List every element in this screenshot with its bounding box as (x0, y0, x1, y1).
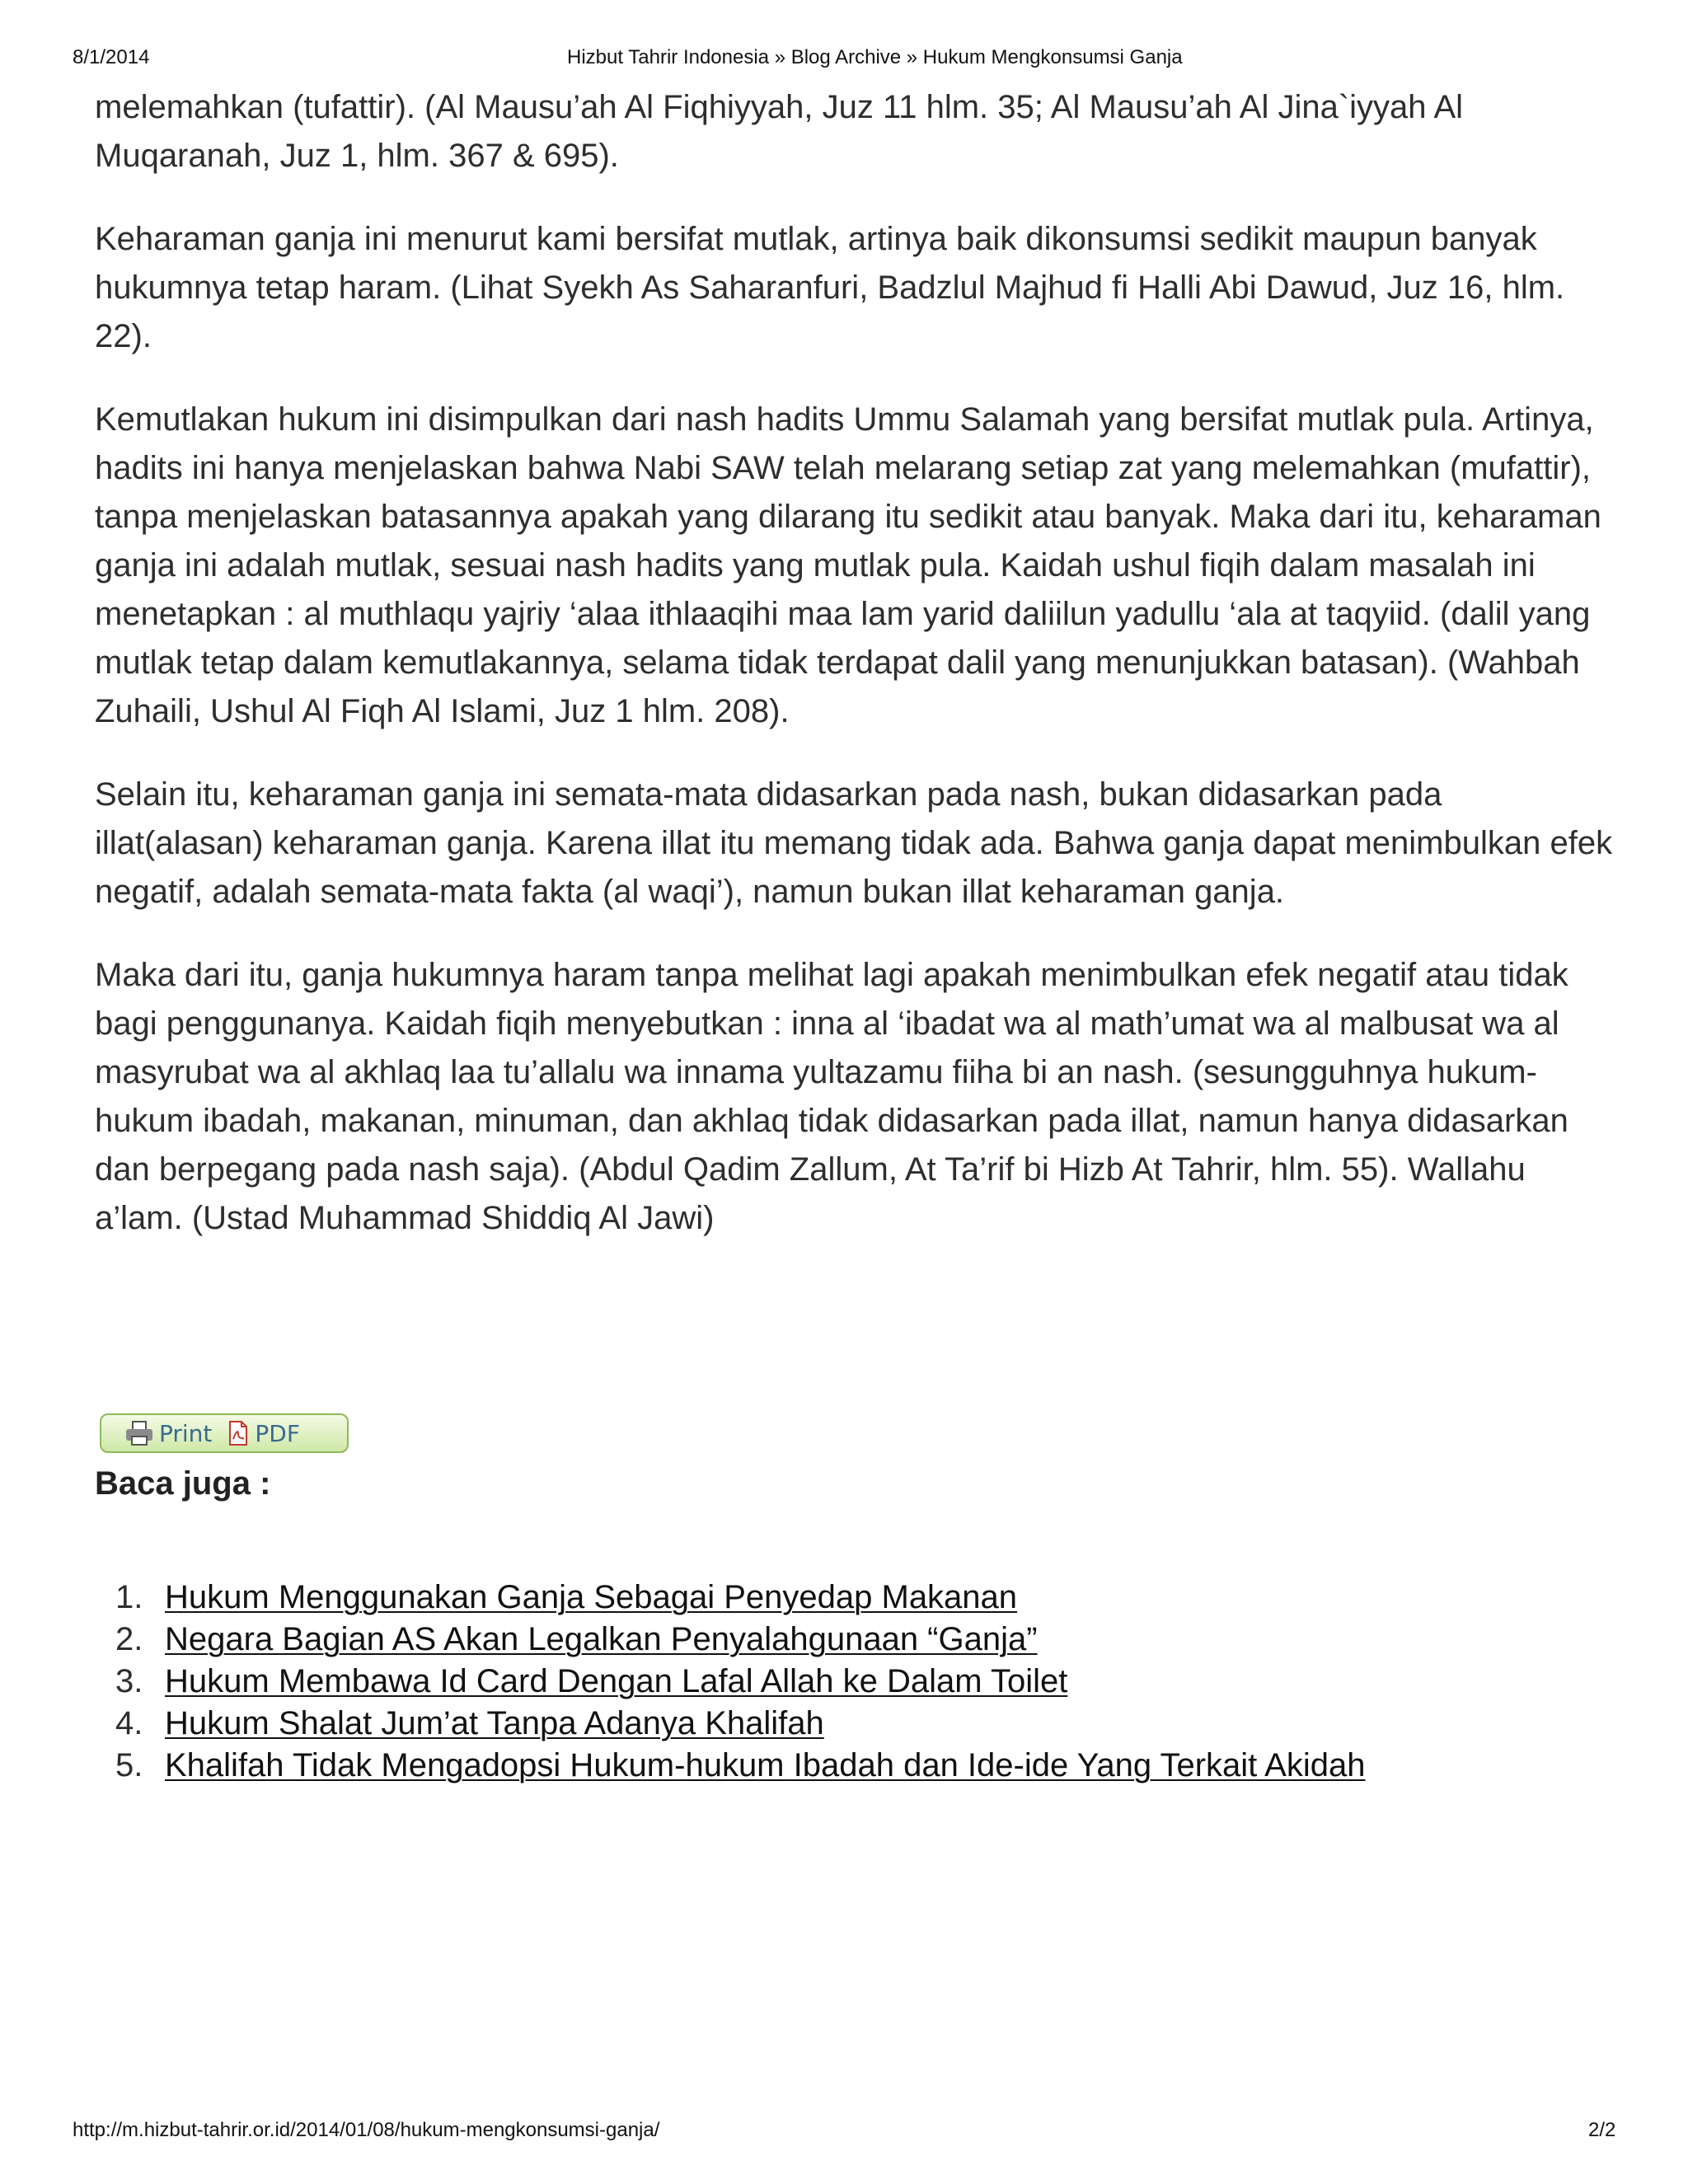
pdf-label: PDF (255, 1419, 300, 1447)
related-link[interactable]: Khalifah Tidak Mengadopsi Hukum-hukum Ibadah dan Ide-ide Yang Terkait Akidah (165, 1747, 1366, 1783)
footer-url: http://m.hizbut-tahrir.or.id/2014/01/08/hukum-mengkonsumsi-ganja/ (73, 2119, 660, 2141)
print-pdf-button[interactable] (100, 1413, 349, 1453)
list-number: 3. (115, 1663, 143, 1699)
list-number: 2. (115, 1621, 143, 1657)
related-list (115, 1577, 1365, 1787)
related-heading: Baca juga : (95, 1465, 271, 1502)
list-item (115, 1745, 1365, 1787)
list-number: 1. (115, 1579, 143, 1615)
page-number: 2/2 (1588, 2119, 1616, 2141)
related-link[interactable]: Hukum Menggunakan Ganja Sebagai Penyedap Makanan (165, 1579, 1018, 1615)
printer-icon (126, 1421, 152, 1446)
list-item (115, 1661, 1365, 1703)
related-link[interactable]: Negara Bagian AS Akan Legalkan Penyalahgunaan “Ganja” (165, 1621, 1038, 1657)
article-paragraph: Keharaman ganja ini menurut kami bersifat mutlak, artinya baik dikonsumsi sedikit maupun banyak hukumnya tetap haram. (Lihat Syekh As Saharanfuri, Badzlul Majhud fi Halli Abi Dawud, Juz 16, hlm. 22). (95, 221, 1565, 354)
pdf-icon (228, 1421, 248, 1446)
page-header-title: Hizbut Tahrir Indonesia » Blog Archive » Hukum Mengkonsumsi Ganja (567, 46, 1183, 68)
article-paragraph: Selain itu, keharaman ganja ini semata-mata didasarkan pada nash, bukan didasarkan pada illat(alasan) keharaman ganja. Karena illat itu memang tidak ada. Bahwa ganja dapat menimbulkan efek negatif, adalah semata-mata fakta (al waqi’), namun bukan illat keharaman ganja. (95, 776, 1613, 910)
article-body (95, 83, 1620, 1277)
article-paragraph: Maka dari itu, ganja hukumnya haram tanpa melihat lagi apakah menimbulkan efek negatif atau tidak bagi penggunanya. Kaidah fiqih menyebutkan : inna al ‘ibadat wa al math’umat wa al malbusat wa al masyrubat wa al akhlaq laa tu’allalu wa innama yultazamu fiiha bi an nash. (sesungguhnya hukum-hukum ibadah, makanan, minuman, dan akhlaq tidak didasarkan pada illat, namun hanya didasarkan dan berpegang pada nash saja). (Abdul Qadim Zallum, At Ta’rif bi Hizb At Tahrir, hlm. 55). Wallahu a’lam. (Ustad Muhammad Shiddiq Al Jawi) (95, 957, 1568, 1236)
list-number: 4. (115, 1705, 143, 1741)
list-item (115, 1619, 1365, 1661)
print-label: Print (159, 1419, 213, 1447)
article-paragraph: Kemutlakan hukum ini disimpulkan dari nash hadits Ummu Salamah yang bersifat mutlak pula. Artinya, hadits ini hanya menjelaskan bahwa Nabi SAW telah melarang setiap zat yang melemahkan (mufattir), tanpa menjelaskan batasannya apakah yang dilarang itu sedikit atau banyak. Maka dari itu, keharaman ganja ini adalah mutlak, sesuai nash hadits yang mutlak pula. Kaidah ushul fiqih dalam masalah ini menetapkan : al muthlaqu yajriy ‘alaa ithlaaqihi maa lam yarid daliilun yadullu ‘ala at taqyiid. (dalil yang mutlak tetap dalam kemutlakannya, selama tidak terdapat dalil yang menunjukkan batasan). (Wahbah Zuhaili, Ushul Al Fiqh Al Islami, Juz 1 hlm. 208). (95, 401, 1601, 729)
list-item (115, 1703, 1365, 1745)
article-paragraph: melemahkan (tufattir). (Al Mausu’ah Al Fiqhiyyah, Juz 11 hlm. 35; Al Mausu’ah Al Jina`iyyah Al Muqaranah, Juz 1, hlm. 367 & 695). (95, 89, 1464, 174)
related-link[interactable]: Hukum Membawa Id Card Dengan Lafal Allah ke Dalam Toilet (165, 1663, 1068, 1699)
list-number: 5. (115, 1747, 143, 1783)
print-date: 8/1/2014 (73, 46, 150, 68)
related-link[interactable]: Hukum Shalat Jum’at Tanpa Adanya Khalifah (165, 1705, 824, 1741)
list-item (115, 1577, 1365, 1619)
